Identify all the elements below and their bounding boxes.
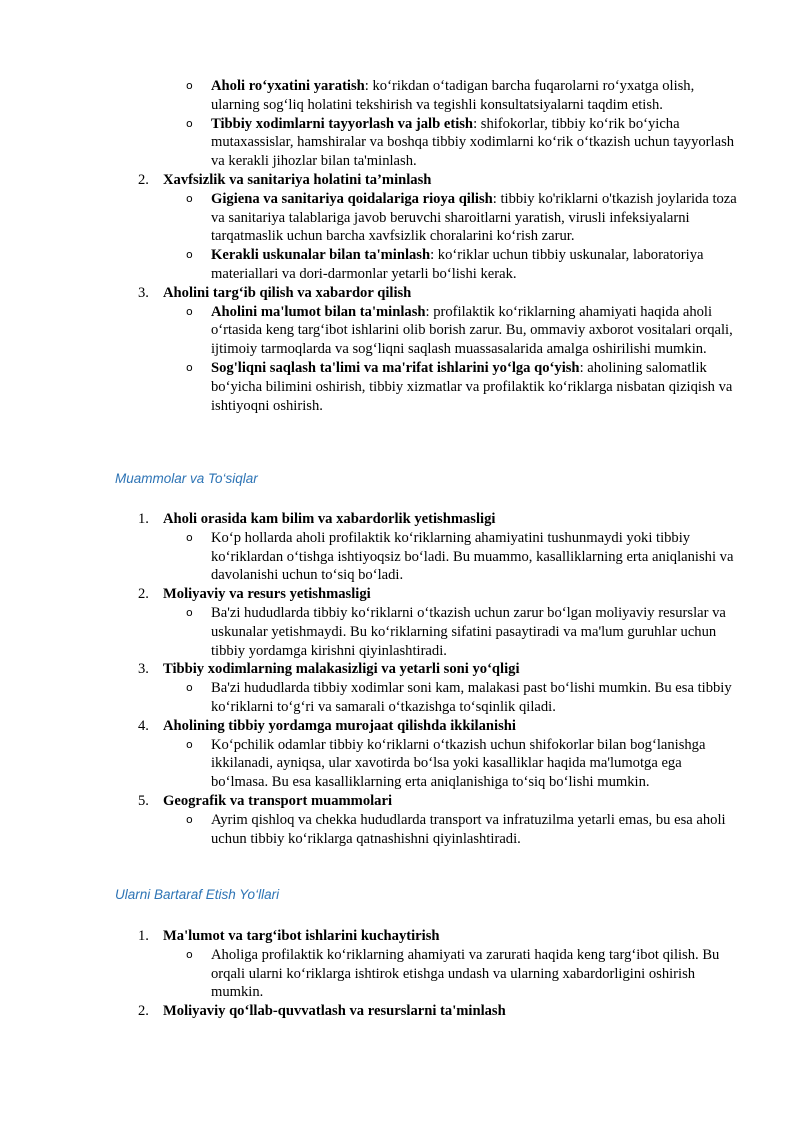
numbered-item-title — [0, 660, 800, 679]
item-title-text: Moliyaviy va resurs yetishmasligi — [163, 586, 371, 603]
numbered-item — [0, 171, 800, 284]
list-item — [0, 604, 800, 660]
bullet-marker: o — [186, 360, 193, 374]
numbered-item-title — [0, 1002, 800, 1021]
bullet-marker: o — [186, 248, 193, 262]
bullet-text: : ko‘rikdan o‘tadigan barcha fuqarolarni ro‘yxatga olish, ularning sog‘liq holatini tekshirish va tegishli konsultatsiyalarni taqdim etish. — [211, 78, 695, 113]
item-title-text: Moliyaviy qo‘llab-quvvatlash va resurslarni ta'minlash — [163, 1003, 506, 1020]
numbered-item — [0, 1002, 800, 1021]
bullet-marker: o — [186, 530, 193, 544]
numbered-item-title — [0, 284, 800, 303]
numbered-item-title — [0, 585, 800, 604]
bullet-marker: o — [186, 947, 193, 961]
list-item — [0, 946, 800, 1002]
item-title-text: Tibbiy xodimlarning malakasizligi va yetarli soni yo‘qligi — [163, 661, 520, 678]
item-title-text: Aholi orasida kam bilim va xabardorlik yetishmasligi — [163, 511, 496, 527]
numbered-item-title — [0, 717, 800, 736]
bullet-bold-term: Sog'liqni saqlash ta'limi va ma'rifat ishlarini yo‘lga qo‘yish — [211, 359, 580, 376]
solutions-list — [0, 927, 800, 1021]
bullet-text: Ko‘p hollarda aholi profilaktik ko‘riklarning ahamiyatini tushunmaydi yoki tibbiy ko‘riklardan o‘tishga ishtiyoqsiz bo‘ladi. Bu muammo, kasalliklarning erta aniqlanishi va davolanishi uchun to‘siq bo‘ladi. — [211, 529, 734, 584]
bullet-marker: o — [186, 116, 193, 130]
numbered-item-title — [0, 171, 800, 190]
numbered-item — [0, 510, 800, 585]
list-item — [0, 303, 800, 359]
item-number: 5. — [138, 792, 149, 809]
item-title-text: Xavfsizlik va sanitariya holatini ta’minlash — [163, 171, 432, 188]
list-item — [0, 77, 800, 115]
numbered-item-title — [0, 510, 800, 529]
numbered-item — [0, 792, 800, 848]
item-number: 1. — [138, 511, 149, 527]
item-number: 1. — [138, 928, 149, 944]
list-item — [0, 529, 800, 585]
bullet-marker: o — [186, 605, 193, 619]
list-item — [0, 246, 800, 284]
bullet-marker: o — [186, 191, 193, 205]
list-item — [0, 115, 800, 171]
item-number: 3. — [138, 284, 149, 301]
problems-list — [0, 510, 800, 848]
bullet-bold-term: Aholi ro‘yxatini yaratish — [211, 78, 365, 94]
numbered-item-title — [0, 927, 800, 946]
list-item — [0, 736, 800, 792]
bullet-text: : tibbiy ko'riklarni o'tkazish joylarida toza va sanitariya talablariga javob beruvchi sharoitlarni yaratish, virusli infeksiyalarni tarqatmaslik uchun barcha xavfsizlik choralarini ko‘rish zarur. — [211, 190, 737, 245]
bullet-bold-term: Gigiena va sanitariya qoidalariga rioya qilish — [211, 190, 493, 207]
numbered-item — [0, 284, 800, 416]
numbered-item — [0, 717, 800, 792]
item-number: 3. — [138, 661, 149, 678]
bullet-bold-term: Kerakli uskunalar bilan ta'minlash — [211, 247, 431, 264]
bullet-marker: o — [186, 304, 193, 318]
bullet-bold-term: Aholini ma'lumot bilan ta'minlash — [211, 303, 426, 320]
bullet-text: Aholiga profilaktik ko‘riklarning ahamiyati va zarurati haqida keng targ‘ibot qilish. Bu orqali ularni ko‘riklarga ishtirok etishga undash va ularning xabardorligini oshirish mumkin. — [211, 946, 720, 1001]
item-title-text: Aholining tibbiy yordamga murojaat qilishda ikkilanishi — [163, 717, 516, 734]
numbered-item — [0, 660, 800, 716]
list-item — [0, 811, 800, 849]
bullet-text: Ba'zi hududlarda tibbiy ko‘riklarni o‘tkazish uchun zarur bo‘lgan moliyaviy resurslar va uskunalar yetishmaydi. Bu ko‘riklarning sifatini pasaytiradi va ma'lum guruhlar uchun tibbiy yordamga kirishni qiyinlashtiradi. — [211, 604, 726, 659]
item-number: 4. — [138, 717, 149, 734]
bullet-text: : profilaktik ko‘riklarning ahamiyati haqida aholi o‘rtasida keng targ‘ibot ishlarini olib borish zarur. Bu, ommaviy axborot vositalari orqali, ijtimoiy tarmoqlarda va sog‘liqni saqlash muassasalarida amalga oshirilishi mumkin. — [211, 303, 733, 358]
bullet-marker: o — [186, 681, 193, 695]
list-item — [0, 679, 800, 717]
bullet-text: Ba'zi hududlarda tibbiy xodimlar soni kam, malakasi past bo‘lishi mumkin. Bu esa tibbiy ko‘riklarni to‘g‘ri va samarali o‘tkazishga to‘sqinlik qiladi. — [211, 680, 732, 715]
section-heading-solutions: Ularni Bartaraf Etish Yo‘llari — [115, 887, 280, 902]
bullet-bold-term: Tibbiy xodimlarni tayyorlash va jalb etish — [211, 115, 474, 132]
bullet-text: : aholining salomatlik bo‘yicha bilimini oshirish, tibbiy xizmatlar va profilaktik ko‘riklarga nisbatan qiziqish va ishtiyoqni oshirish. — [211, 359, 733, 414]
bullet-text: : ko‘riklar uchun tibbiy uskunalar, laboratoriya materiallari va dori-darmonlar yetarli bo‘lishi kerak. — [211, 247, 704, 282]
item-number: 2. — [138, 586, 149, 603]
bullet-text: Ayrim qishloq va chekka hududlarda transport va infratuzilma yetarli emas, bu esa aholi uchun tibbiy ko‘riklarga qatnashishni qiyinlashtiradi. — [211, 811, 726, 847]
continued-list — [0, 77, 800, 415]
item-number: 2. — [138, 171, 149, 188]
bullet-marker: o — [186, 812, 193, 826]
section-heading-problems: Muammolar va To‘siqlar — [115, 471, 258, 486]
bullet-marker: o — [186, 79, 193, 92]
item-number: 2. — [138, 1003, 149, 1020]
numbered-item-title — [0, 792, 800, 811]
bullet-text: : shifokorlar, tibbiy ko‘rik bo‘yicha mutaxassislar, hamshiralar va boshqa tibbiy xodimlarni ko‘rik o‘tkazish uchun tayyorlash va kerakli jihozlar bilan ta'minlash. — [211, 115, 735, 170]
list-item — [0, 190, 800, 246]
item-title-text: Ma'lumot va targ‘ibot ishlarini kuchaytirish — [163, 928, 440, 944]
bullet-text: Ko‘pchilik odamlar tibbiy ko‘riklarni o‘tkazish uchun shifokorlar bilan bog‘lanishga ikkilanadi, ayniqsa, ular xavotirda bo‘lsa yoki kasalliklar haqida ma'lumotga ega bo‘lmasa. Bu esa kasalliklarning erta aniqlanishiga to‘siq bo‘lishi mumkin. — [211, 736, 706, 791]
item-title-text: Geografik va transport muammolari — [163, 792, 393, 809]
numbered-item — [0, 927, 800, 1002]
item-title-text: Aholini targ‘ib qilish va xabardor qilish — [163, 284, 412, 301]
bullet-marker: o — [186, 737, 193, 751]
list-item — [0, 359, 800, 415]
numbered-item — [0, 585, 800, 660]
